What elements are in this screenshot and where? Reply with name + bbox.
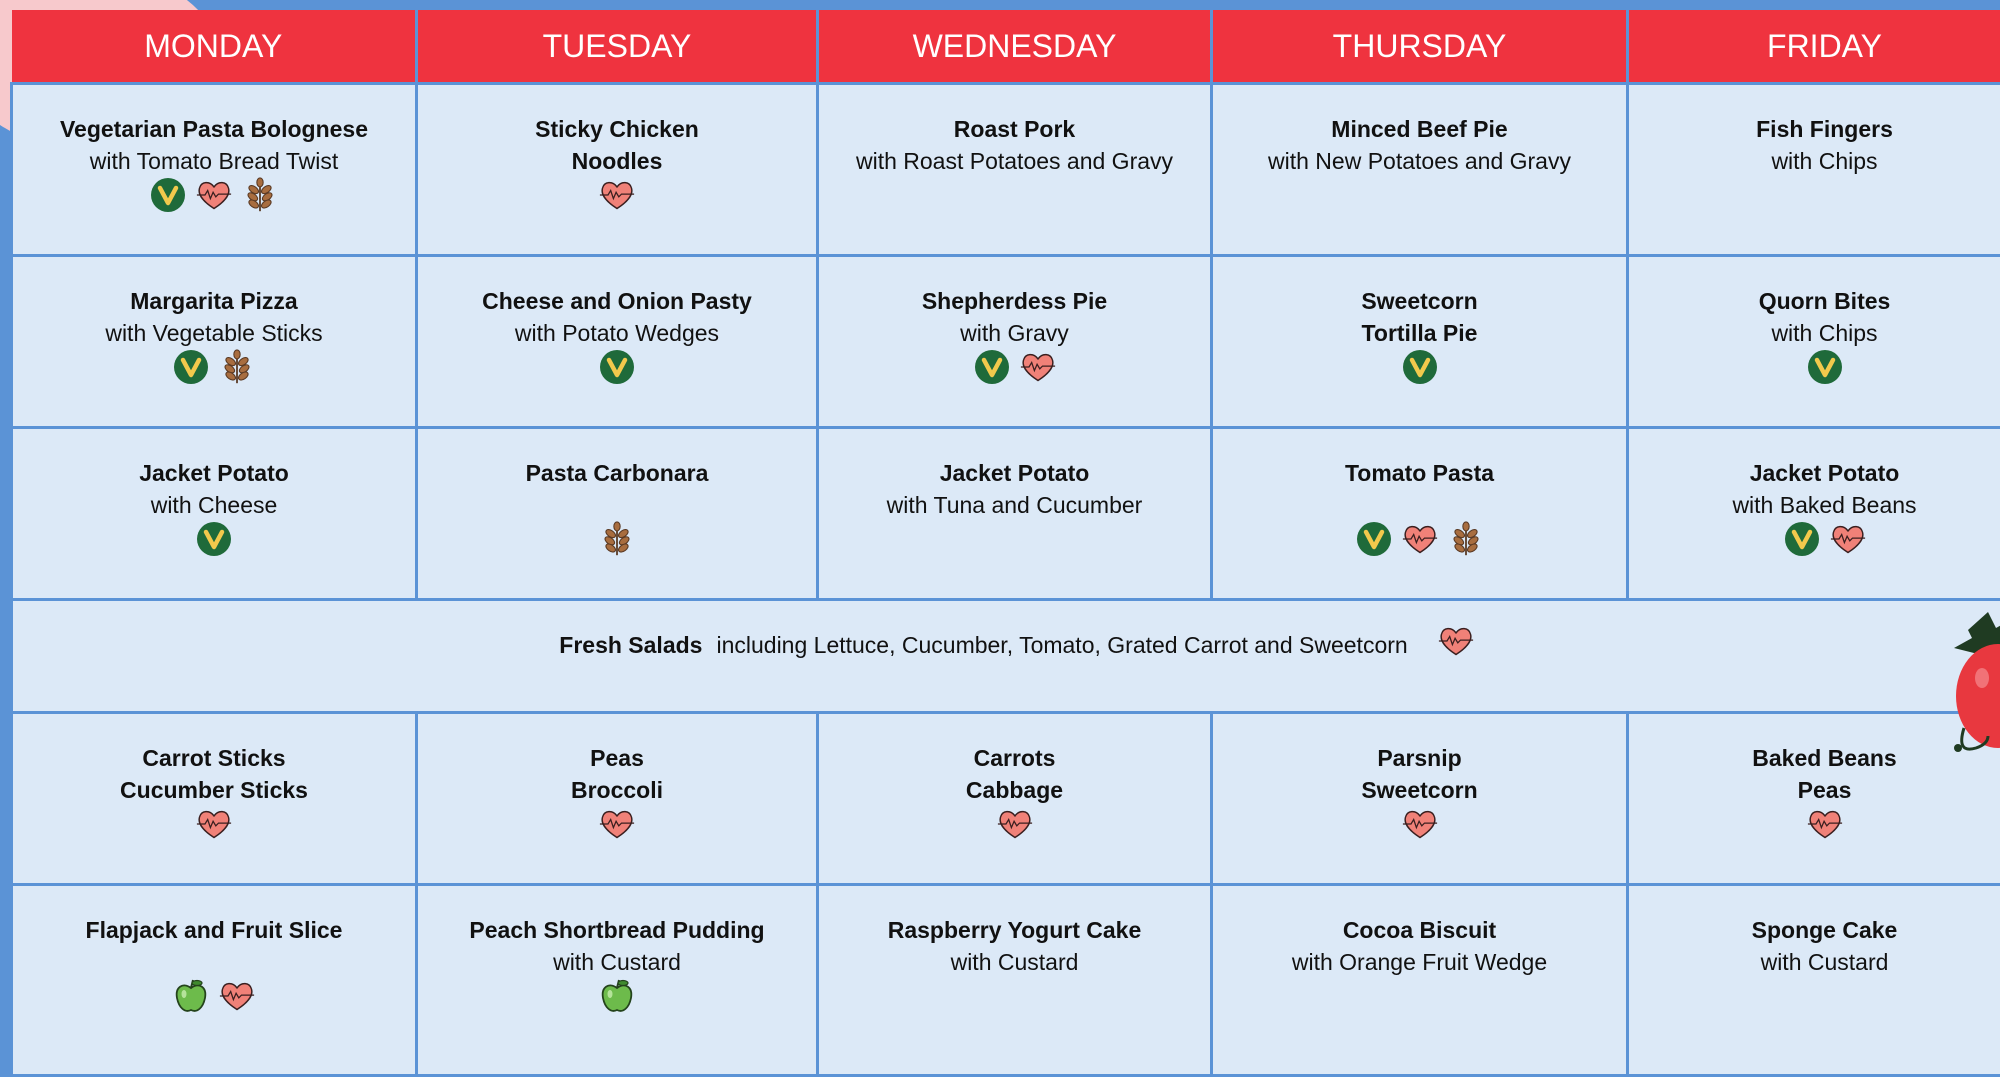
dietary-icons xyxy=(1217,523,1622,563)
apple-icon xyxy=(599,978,635,1022)
dietary-icons xyxy=(1633,980,2000,1020)
desserts-row xyxy=(12,885,2000,1076)
dish-name: Jacket Potato xyxy=(1633,457,2000,489)
veg-name: Peas xyxy=(422,742,812,774)
dish-side: with Chips xyxy=(1633,317,2000,349)
dish-name: Shepherdess Pie xyxy=(823,285,1206,317)
menu-cell xyxy=(1628,84,2000,256)
dietary-icons xyxy=(1633,351,2000,391)
dietary-icons xyxy=(1217,351,1622,391)
dish-name: Sticky Chicken xyxy=(422,113,812,145)
menu-cell xyxy=(818,428,1212,600)
dietary-icons xyxy=(1633,179,2000,219)
wheat-icon xyxy=(599,521,635,565)
dessert-cell xyxy=(1212,885,1628,1076)
veg-cell xyxy=(1212,713,1628,885)
veg-cell xyxy=(417,713,818,885)
dish-name: Fish Fingers xyxy=(1633,113,2000,145)
menu-cell xyxy=(417,256,818,428)
heart-icon xyxy=(1807,806,1843,850)
dietary-icons xyxy=(422,980,812,1020)
dessert-name: Peach Shortbread Pudding xyxy=(422,914,812,946)
menu-cell xyxy=(12,256,417,428)
dish-side: with Potato Wedges xyxy=(422,317,812,349)
dietary-icons xyxy=(823,523,1206,563)
heart-icon xyxy=(599,177,635,221)
heart-icon xyxy=(1438,623,1474,667)
dietary-icons xyxy=(1633,523,2000,563)
veg-name: Carrot Sticks xyxy=(17,742,411,774)
dish-side xyxy=(422,489,812,521)
dish-side: with Baked Beans xyxy=(1633,489,2000,521)
menu-cell xyxy=(417,84,818,256)
veg-name: Baked Beans xyxy=(1633,742,2000,774)
salads-title: Fresh Salads xyxy=(559,629,702,661)
dessert-side: with Custard xyxy=(823,946,1206,978)
dish-side: with Tomato Bread Twist xyxy=(17,145,411,177)
day-header-friday: FRIDAY xyxy=(1628,10,2000,84)
dessert-name: Flapjack and Fruit Slice xyxy=(17,914,411,946)
heart-icon xyxy=(1402,806,1438,850)
menu-cell xyxy=(417,428,818,600)
vegetarian-icon xyxy=(974,349,1010,393)
day-header-monday: MONDAY xyxy=(12,10,417,84)
dish-side: with Gravy xyxy=(823,317,1206,349)
dietary-icons xyxy=(1633,808,2000,848)
menu-cell xyxy=(818,84,1212,256)
dietary-icons xyxy=(17,808,411,848)
dessert-name: Cocoa Biscuit xyxy=(1217,914,1622,946)
dessert-name: Sponge Cake xyxy=(1633,914,2000,946)
menu-cell xyxy=(1212,256,1628,428)
menu-cell xyxy=(12,84,417,256)
veg-name-line2: Cabbage xyxy=(823,774,1206,806)
heart-icon xyxy=(1402,521,1438,565)
dish-name: Sweetcorn xyxy=(1217,285,1622,317)
dessert-cell xyxy=(12,885,417,1076)
dish-name-line2: Noodles xyxy=(422,145,812,177)
day-header-wednesday: WEDNESDAY xyxy=(818,10,1212,84)
dietary-icons xyxy=(823,808,1206,848)
vegetarian-icon xyxy=(599,349,635,393)
strawberry-decoration xyxy=(1948,608,2000,758)
dessert-cell xyxy=(1628,885,2000,1076)
dish-name: Vegetarian Pasta Bolognese xyxy=(17,113,411,145)
menu-cell xyxy=(1212,428,1628,600)
dietary-icons xyxy=(422,523,812,563)
heart-icon xyxy=(997,806,1033,850)
veg-cell xyxy=(818,713,1212,885)
day-header-tuesday: TUESDAY xyxy=(417,10,818,84)
vegetarian-icon xyxy=(1807,349,1843,393)
dish-side: with Roast Potatoes and Gravy xyxy=(823,145,1206,177)
dietary-icons xyxy=(422,179,812,219)
dish-name: Pasta Carbonara xyxy=(422,457,812,489)
vegetarian-icon xyxy=(1402,349,1438,393)
dish-name: Jacket Potato xyxy=(823,457,1206,489)
dessert-cell xyxy=(417,885,818,1076)
vegetables-row xyxy=(12,713,2000,885)
menu-grid xyxy=(10,10,2000,1077)
dietary-icons xyxy=(17,351,411,391)
wheat-icon xyxy=(242,177,278,221)
dish-side: with New Potatoes and Gravy xyxy=(1217,145,1622,177)
dish-name: Tomato Pasta xyxy=(1217,457,1622,489)
dietary-icons xyxy=(422,808,812,848)
vegetarian-icon xyxy=(1356,521,1392,565)
dessert-side: with Orange Fruit Wedge xyxy=(1217,946,1622,978)
veg-cell xyxy=(12,713,417,885)
dish-name-line2: Tortilla Pie xyxy=(1217,317,1622,349)
dish-side xyxy=(1217,489,1622,521)
salads-cell xyxy=(12,600,2000,713)
menu-cell xyxy=(1628,256,2000,428)
heart-icon xyxy=(1830,521,1866,565)
salads-description: including Lettuce, Cucumber, Tomato, Grated Carrot and Sweetcorn xyxy=(716,629,1407,661)
heart-icon xyxy=(196,806,232,850)
veg-name-line2: Cucumber Sticks xyxy=(17,774,411,806)
wheat-icon xyxy=(219,349,255,393)
dish-name: Jacket Potato xyxy=(17,457,411,489)
veg-name-line2: Broccoli xyxy=(422,774,812,806)
heart-icon xyxy=(219,978,255,1022)
vegetarian-icon xyxy=(196,521,232,565)
dish-name: Roast Pork xyxy=(823,113,1206,145)
dessert-name: Raspberry Yogurt Cake xyxy=(823,914,1206,946)
dietary-icons xyxy=(422,351,812,391)
heart-icon xyxy=(196,177,232,221)
dish-name: Quorn Bites xyxy=(1633,285,2000,317)
dish-name: Margarita Pizza xyxy=(17,285,411,317)
dessert-cell xyxy=(818,885,1212,1076)
heart-icon xyxy=(1020,349,1056,393)
dietary-icons xyxy=(823,351,1206,391)
main-option-row-1 xyxy=(12,84,2000,256)
wheat-icon xyxy=(1448,521,1484,565)
dietary-icons xyxy=(1217,980,1622,1020)
vegetarian-icon xyxy=(150,177,186,221)
vegetarian-icon xyxy=(173,349,209,393)
main-option-row-2 xyxy=(12,256,2000,428)
veg-name-line2: Sweetcorn xyxy=(1217,774,1622,806)
dish-side: with Chips xyxy=(1633,145,2000,177)
veg-name: Parsnip xyxy=(1217,742,1622,774)
dietary-icons xyxy=(17,523,411,563)
menu-cell xyxy=(818,256,1212,428)
dietary-icons xyxy=(823,179,1206,219)
dish-side: with Tuna and Cucumber xyxy=(823,489,1206,521)
menu-cell xyxy=(12,428,417,600)
dish-name: Minced Beef Pie xyxy=(1217,113,1622,145)
apple-icon xyxy=(173,978,209,1022)
dietary-icons xyxy=(823,980,1206,1020)
dish-side: with Vegetable Sticks xyxy=(17,317,411,349)
dietary-icons xyxy=(17,179,411,219)
day-header-row xyxy=(12,10,2000,84)
menu-cell xyxy=(1628,428,2000,600)
day-header-thursday: THURSDAY xyxy=(1212,10,1628,84)
dessert-side xyxy=(17,946,411,978)
heart-icon xyxy=(599,806,635,850)
salads-row xyxy=(12,600,2000,713)
salads-icons xyxy=(1438,625,1474,665)
dish-name: Cheese and Onion Pasty xyxy=(422,285,812,317)
dietary-icons xyxy=(1217,179,1622,219)
veg-name-line2: Peas xyxy=(1633,774,2000,806)
dish-side: with Cheese xyxy=(17,489,411,521)
menu-cell xyxy=(1212,84,1628,256)
dessert-side: with Custard xyxy=(1633,946,2000,978)
dietary-icons xyxy=(17,980,411,1020)
main-option-row-3 xyxy=(12,428,2000,600)
vegetarian-icon xyxy=(1784,521,1820,565)
dessert-side: with Custard xyxy=(422,946,812,978)
dietary-icons xyxy=(1217,808,1622,848)
veg-name: Carrots xyxy=(823,742,1206,774)
veg-cell xyxy=(1628,713,2000,885)
